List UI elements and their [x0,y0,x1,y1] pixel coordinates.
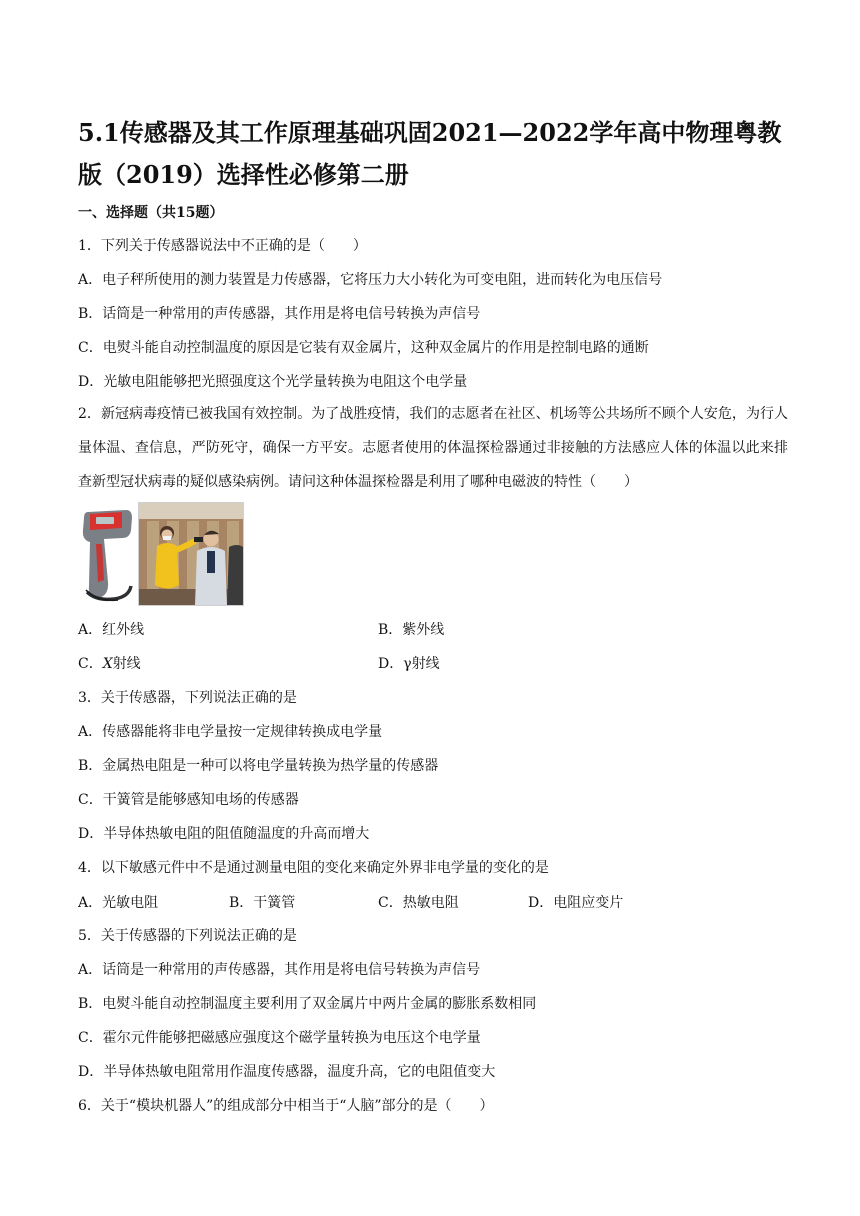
question-4-option-c: C．热敏电阻 [378,895,459,911]
question-2-stem: 2．新冠病毒疫情已被我国有效控制。为了战胜疫情，我们的志愿者在社区、机场等公共场所不顾个人安危，为行人量体温、查信息，严防死守，确保一方平安。志愿者使用的体温探检器通过非接触的方法感应人体的体温以此来排查新型冠状病毒的疑似感染病例。请问这种体温探检器是利用了哪种电磁波的特性（ ） [78,406,788,490]
question-3-stem: 3．关于传感器，下列说法正确的是 [78,690,297,706]
question-4-option-a: A．光敏电阻 [78,895,159,911]
question-5-stem: 5．关于传感器的下列说法正确的是 [78,928,297,944]
question-4-stem: 4．以下敏感元件中不是通过测量电阻的变化来确定外界非电学量的变化的是 [78,860,549,876]
question-4-option-d: D．电阻应变片 [528,895,624,911]
question-5-option-a: A．话筒是一种常用的声传感器，其作用是将电信号转换为声信号 [78,962,481,978]
question-1-option-b: B．话筒是一种常用的声传感器，其作用是将电信号转换为声信号 [78,306,481,322]
question-1-option-a: A．电子秤所使用的测力装置是力传感器，它将压力大小转化为可变电阻，进而转化为电压信号 [78,272,663,288]
question-2-option-c [78,654,141,674]
question-2-option-d: D．γ射线 [378,656,440,672]
question-2-option-c-prefix: C． [78,656,103,672]
question-3-option-b: B．金属热电阻是一种可以将电学量转换为热学量的传感器 [78,758,439,774]
temperature-check-photo [138,502,244,606]
question-3-option-c: C．干簧管是能够感知电场的传感器 [78,792,299,808]
document-title: 5.1传感器及其工作原理基础巩固2021—2022学年高中物理粤教版（2019）选择性必修第二册 [78,118,782,189]
question-3-option-d: D．半导体热敏电阻的阻值随温度的升高而增大 [78,826,370,842]
question-5-option-c: C．霍尔元件能够把磁感应强度这个磁学量转换为电压这个电学量 [78,1030,481,1046]
question-1-option-c: C．电熨斗能自动控制温度的原因是它装有双金属片，这种双金属片的作用是控制电路的通断 [78,340,649,356]
question-5-option-b: B．电熨斗能自动控制温度主要利用了双金属片中两片金属的膨胀系数相同 [78,996,537,1012]
question-2-option-a: A．红外线 [78,622,145,638]
question-6-stem: 6．关于“模块机器人”的组成部分中相当于“人脑”部分的是（ ） [78,1098,494,1114]
section-heading: 一、选择题（共15题） [78,205,224,221]
question-4-option-b: B．干簧管 [229,895,296,911]
question-3-option-a: A．传感器能将非电学量按一定规律转换成电学量 [78,724,383,740]
question-2-option-b: B．紫外线 [378,622,445,638]
question-2-figure [78,500,244,606]
question-2-option-c-suffix: 射线 [112,656,141,672]
infrared-thermometer-image [78,500,134,606]
question-1-option-d: D．光敏电阻能够把光照强度这个光学量转换为电阻这个电学量 [78,374,468,390]
x-ray-symbol: X [102,656,113,672]
question-1-stem: 1．下列关于传感器说法中不正确的是（ ） [78,238,367,254]
question-5-option-d: D．半导体热敏电阻常用作温度传感器，温度升高，它的电阻值变大 [78,1064,496,1080]
